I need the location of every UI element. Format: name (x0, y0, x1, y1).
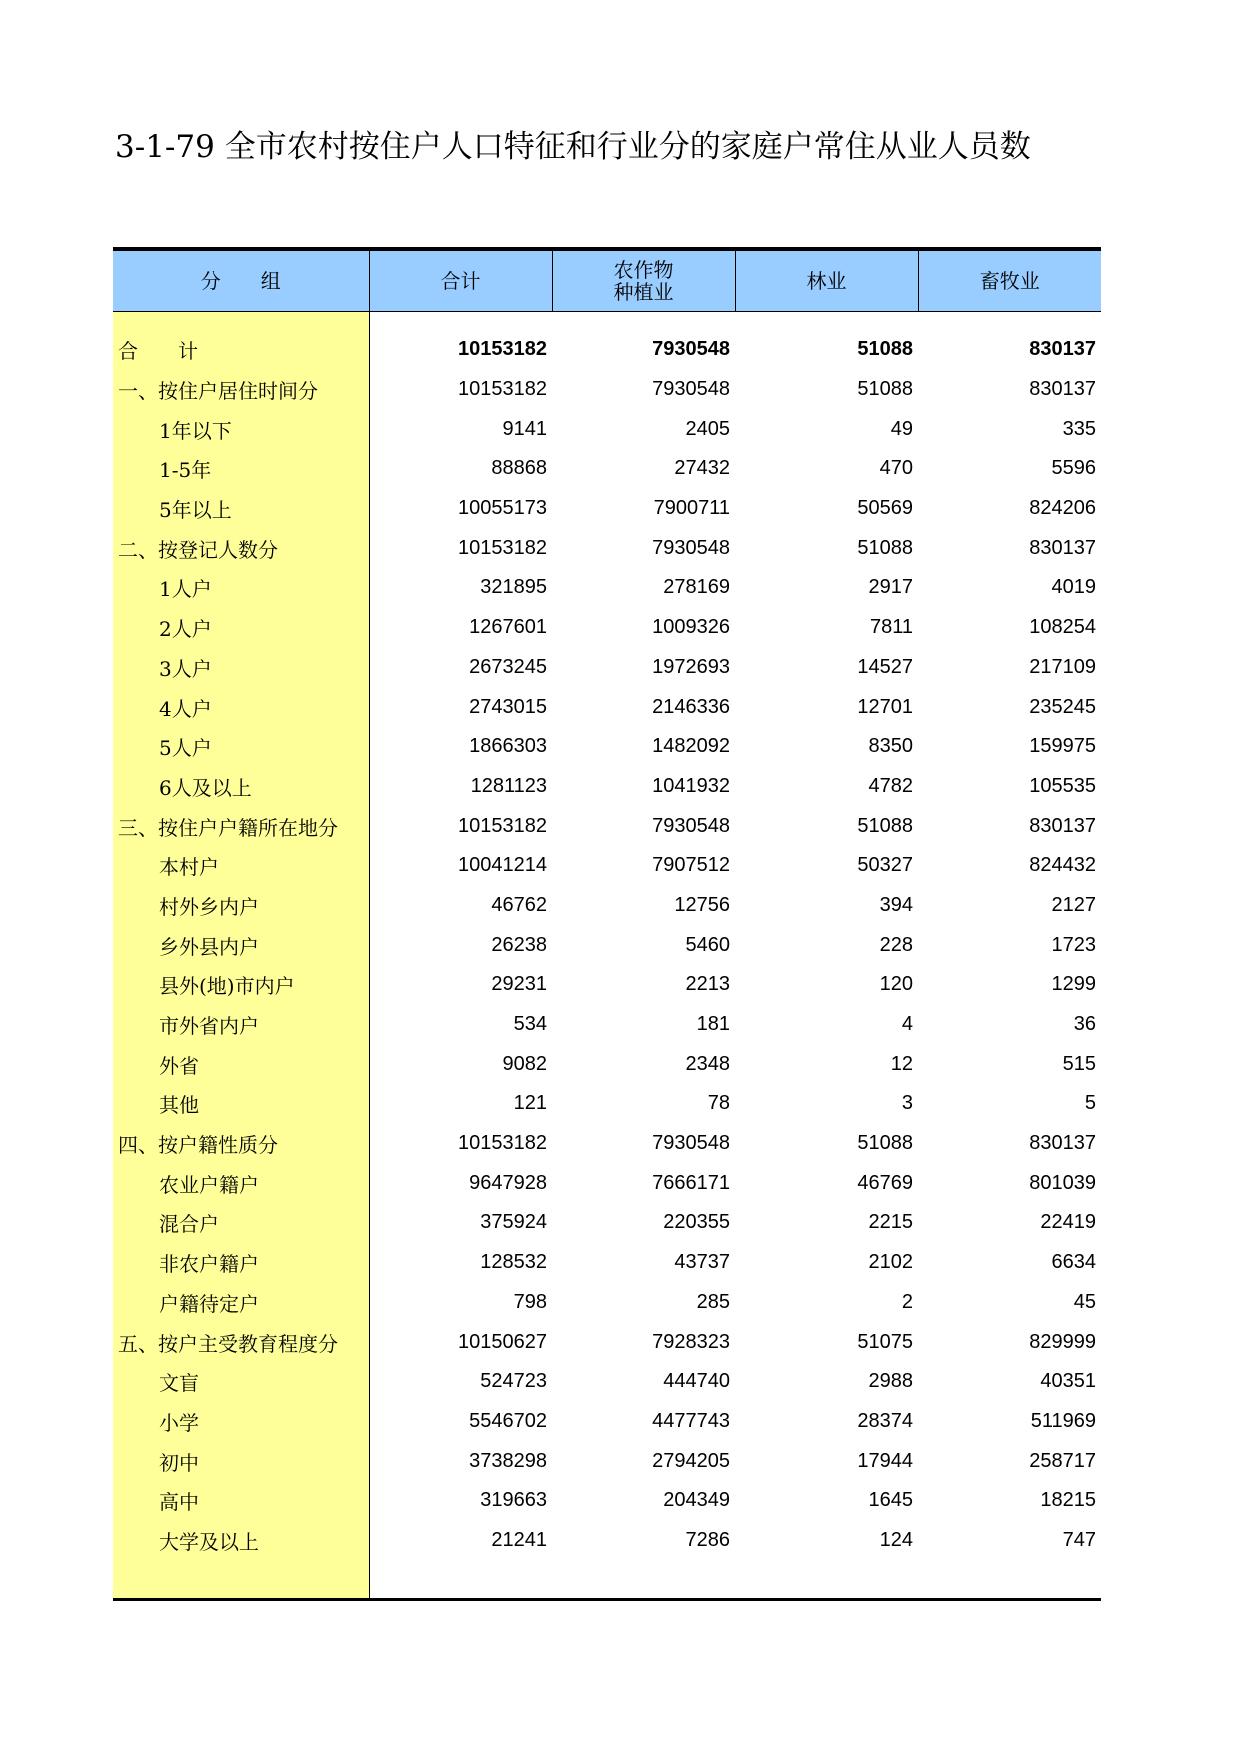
cell-total: 1866303 (469, 735, 547, 758)
cell-forestry: 14527 (857, 655, 913, 678)
cell-livestock: 801039 (1029, 1171, 1096, 1194)
cell-forestry: 4 (901, 1013, 913, 1036)
table-row (113, 489, 1101, 529)
cell-total: 534 (513, 1013, 547, 1036)
row-label: 三、按住户户籍所在地分 (113, 806, 369, 846)
cell-livestock: 18215 (1040, 1489, 1096, 1512)
header-total: 合计 (369, 249, 552, 312)
cell-forestry: 1645 (868, 1489, 913, 1512)
table-row (113, 886, 1101, 926)
cell-forestry: 51088 (857, 338, 913, 361)
cell-forestry: 49 (890, 417, 913, 440)
cell-forestry: 3 (901, 1092, 913, 1115)
cell-forestry: 2102 (868, 1251, 913, 1274)
table-row (113, 1521, 1101, 1561)
header-crop-line1: 农作物 (613, 258, 674, 282)
cell-livestock: 40351 (1040, 1370, 1096, 1393)
cell-livestock: 45 (1073, 1290, 1096, 1313)
cell-livestock: 1723 (1051, 933, 1096, 956)
table-row (113, 1005, 1101, 1045)
cell-forestry: 50569 (857, 497, 913, 520)
cell-forestry: 51075 (857, 1330, 913, 1353)
cell-forestry: 2215 (868, 1211, 913, 1234)
cell-livestock: 830137 (1029, 1132, 1096, 1155)
row-label: 混合户 (113, 1203, 369, 1243)
cell-total: 21241 (491, 1528, 547, 1551)
cell-forestry: 12701 (857, 695, 913, 718)
row-label: 5年以上 (113, 489, 369, 529)
cell-forestry: 8350 (868, 735, 913, 758)
cell-livestock: 235245 (1029, 695, 1096, 718)
row-label: 户籍待定户 (113, 1283, 369, 1323)
cell-forestry: 124 (879, 1528, 913, 1551)
table-row (113, 1362, 1101, 1402)
cell-total: 10153182 (458, 1132, 547, 1155)
row-label: 外省 (113, 1044, 369, 1084)
cell-livestock: 829999 (1029, 1330, 1096, 1353)
row-label: 初中 (113, 1441, 369, 1481)
cell-crop: 1041932 (652, 774, 730, 797)
cell-crop: 7930548 (652, 378, 730, 401)
cell-livestock: 824432 (1029, 854, 1096, 877)
cell-livestock: 258717 (1029, 1449, 1096, 1472)
cell-crop: 7930548 (652, 338, 730, 361)
row-label: 五、按户主受教育程度分 (113, 1322, 369, 1362)
table-row (113, 1402, 1101, 1442)
cell-crop: 285 (696, 1290, 730, 1313)
cell-livestock: 6634 (1051, 1251, 1096, 1274)
table-row (113, 1203, 1101, 1243)
row-label: 乡外县内户 (113, 925, 369, 965)
header-crop (552, 249, 735, 312)
cell-crop: 181 (696, 1013, 730, 1036)
table-body (113, 312, 1101, 1600)
cell-livestock: 159975 (1029, 735, 1096, 758)
cell-livestock: 335 (1062, 417, 1096, 440)
cell-total: 2673245 (469, 655, 547, 678)
cell-livestock: 4019 (1051, 576, 1096, 599)
cell-livestock: 824206 (1029, 497, 1096, 520)
row-label: 3人户 (113, 648, 369, 688)
row-label: 大学及以上 (113, 1521, 369, 1561)
cell-total: 319663 (480, 1489, 547, 1512)
cell-livestock: 747 (1062, 1528, 1096, 1551)
row-label: 小学 (113, 1402, 369, 1442)
table-row (113, 1124, 1101, 1164)
table-row (113, 568, 1101, 608)
table-row (113, 1163, 1101, 1203)
cell-livestock: 830137 (1029, 338, 1096, 361)
cell-crop: 444740 (663, 1370, 730, 1393)
cell-crop: 7930548 (652, 536, 730, 559)
cell-livestock: 105535 (1029, 774, 1096, 797)
table-row (113, 330, 1101, 370)
cell-livestock: 1299 (1051, 973, 1096, 996)
row-label: 二、按登记人数分 (113, 528, 369, 568)
data-table (113, 247, 1101, 1601)
cell-crop: 1009326 (652, 616, 730, 639)
cell-livestock: 5 (1084, 1092, 1096, 1115)
row-label: 一、按住户居住时间分 (113, 370, 369, 410)
cell-forestry: 2 (901, 1290, 913, 1313)
table-header-row (113, 249, 1101, 312)
cell-crop: 2213 (685, 973, 730, 996)
cell-livestock: 217109 (1029, 655, 1096, 678)
cell-crop: 2794205 (652, 1449, 730, 1472)
end-spacer-row (113, 1560, 1101, 1600)
cell-forestry: 120 (879, 973, 913, 996)
table-row (113, 846, 1101, 886)
cell-crop: 4477743 (652, 1409, 730, 1432)
cell-crop: 7286 (685, 1528, 730, 1551)
table-row (113, 767, 1101, 807)
table-row (113, 1481, 1101, 1521)
cell-crop: 2146336 (652, 695, 730, 718)
cell-total: 26238 (491, 933, 547, 956)
cell-crop: 2348 (685, 1052, 730, 1075)
table-row (113, 528, 1101, 568)
row-label: 农业户籍户 (113, 1163, 369, 1203)
row-label: 县外(地)市内户 (113, 965, 369, 1005)
row-label: 本村户 (113, 846, 369, 886)
cell-total: 9647928 (469, 1171, 547, 1194)
cell-total: 10150627 (458, 1330, 547, 1353)
cell-crop: 27432 (674, 457, 730, 480)
cell-total: 9082 (502, 1052, 547, 1075)
cell-total: 5546702 (469, 1409, 547, 1432)
page-title: 3-1-79 全市农村按住户人口特征和行业分的家庭户常住从业人员数 (115, 129, 1031, 165)
table-row (113, 608, 1101, 648)
cell-forestry: 51088 (857, 814, 913, 837)
cell-forestry: 51088 (857, 1132, 913, 1155)
cell-total: 10055173 (458, 497, 547, 520)
cell-total: 375924 (480, 1211, 547, 1234)
cell-livestock: 830137 (1029, 814, 1096, 837)
table-row (113, 1283, 1101, 1323)
cell-total: 321895 (480, 576, 547, 599)
table-row (113, 1084, 1101, 1124)
row-label: 6人及以上 (113, 767, 369, 807)
cell-forestry: 470 (879, 457, 913, 480)
cell-forestry: 12 (890, 1052, 913, 1075)
row-label: 1-5年 (113, 449, 369, 489)
cell-total: 10153182 (458, 338, 547, 361)
cell-total: 121 (513, 1092, 547, 1115)
row-label: 四、按户籍性质分 (113, 1124, 369, 1164)
row-label: 高中 (113, 1481, 369, 1521)
row-label: 4人户 (113, 687, 369, 727)
table-row (113, 806, 1101, 846)
row-label: 市外省内户 (113, 1005, 369, 1045)
cell-total: 10153182 (458, 536, 547, 559)
row-label: 1人户 (113, 568, 369, 608)
cell-crop: 7907512 (652, 854, 730, 877)
cell-livestock: 5596 (1051, 457, 1096, 480)
table-row (113, 965, 1101, 1005)
table-row (113, 1441, 1101, 1481)
cell-total: 10041214 (458, 854, 547, 877)
cell-crop: 7930548 (652, 1132, 730, 1155)
cell-livestock: 2127 (1051, 893, 1096, 916)
spacer-row (113, 312, 1101, 331)
cell-livestock: 22419 (1040, 1211, 1096, 1234)
cell-total: 128532 (480, 1251, 547, 1274)
row-label: 非农户籍户 (113, 1243, 369, 1283)
table-row (113, 1044, 1101, 1084)
cell-crop: 278169 (663, 576, 730, 599)
table-row (113, 370, 1101, 410)
cell-total: 798 (513, 1290, 547, 1313)
table-row (113, 727, 1101, 767)
cell-forestry: 51088 (857, 536, 913, 559)
cell-livestock: 36 (1073, 1013, 1096, 1036)
cell-forestry: 2988 (868, 1370, 913, 1393)
cell-forestry: 228 (879, 933, 913, 956)
cell-crop: 78 (707, 1092, 730, 1115)
cell-total: 3738298 (469, 1449, 547, 1472)
table-row (113, 409, 1101, 449)
cell-crop: 2405 (685, 417, 730, 440)
cell-forestry: 17944 (857, 1449, 913, 1472)
cell-forestry: 4782 (868, 774, 913, 797)
cell-total: 9141 (502, 417, 547, 440)
cell-crop: 7666171 (652, 1171, 730, 1194)
row-label: 村外乡内户 (113, 886, 369, 926)
cell-total: 46762 (491, 893, 547, 916)
table-row (113, 687, 1101, 727)
cell-livestock: 830137 (1029, 378, 1096, 401)
table-row (113, 1322, 1101, 1362)
row-label: 文盲 (113, 1362, 369, 1402)
cell-crop: 43737 (674, 1251, 730, 1274)
cell-forestry: 7811 (869, 616, 913, 639)
row-label: 其他 (113, 1084, 369, 1124)
cell-crop: 7928323 (652, 1330, 730, 1353)
cell-livestock: 830137 (1029, 536, 1096, 559)
table-row (113, 925, 1101, 965)
cell-forestry: 51088 (857, 378, 913, 401)
row-label: 1年以下 (113, 409, 369, 449)
cell-livestock: 511969 (1030, 1409, 1096, 1432)
header-livestock: 畜牧业 (918, 249, 1101, 312)
cell-crop: 5460 (685, 933, 730, 956)
cell-total: 524723 (480, 1370, 547, 1393)
row-label: 5人户 (113, 727, 369, 767)
cell-total: 10153182 (458, 814, 547, 837)
cell-forestry: 394 (879, 893, 913, 916)
table-row (113, 648, 1101, 688)
header-forestry: 林业 (735, 249, 918, 312)
cell-livestock: 108254 (1029, 616, 1096, 639)
row-label: 合 计 (113, 330, 369, 370)
cell-total: 10153182 (458, 378, 547, 401)
cell-crop: 7930548 (652, 814, 730, 837)
cell-crop: 7900711 (653, 497, 730, 520)
cell-total: 1281123 (470, 774, 547, 797)
cell-forestry: 46769 (857, 1171, 913, 1194)
cell-forestry: 50327 (857, 854, 913, 877)
cell-total: 2743015 (469, 695, 547, 718)
cell-crop: 204349 (663, 1489, 730, 1512)
cell-total: 29231 (491, 973, 547, 996)
table-row (113, 449, 1101, 489)
cell-crop: 12756 (674, 893, 730, 916)
header-crop-line2: 种植业 (613, 280, 674, 304)
cell-crop: 1482092 (652, 735, 730, 758)
cell-crop: 220355 (663, 1211, 730, 1234)
header-group: 分 组 (113, 249, 369, 312)
cell-livestock: 515 (1062, 1052, 1096, 1075)
data-table-container (113, 247, 1101, 1601)
cell-forestry: 2917 (868, 576, 913, 599)
row-label: 2人户 (113, 608, 369, 648)
cell-forestry: 28374 (857, 1409, 913, 1432)
cell-total: 1267601 (469, 616, 547, 639)
cell-total: 88868 (491, 457, 547, 480)
cell-crop: 1972693 (652, 655, 730, 678)
table-row (113, 1243, 1101, 1283)
